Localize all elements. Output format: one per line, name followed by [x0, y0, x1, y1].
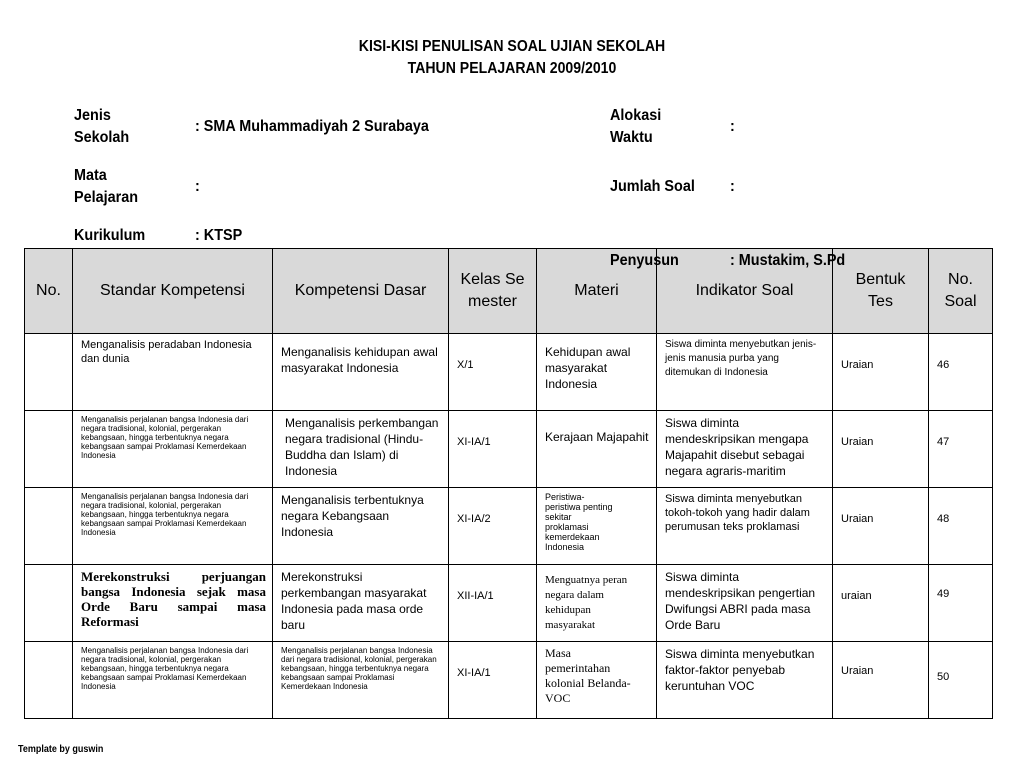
mata-pelajaran-label-line1: Mata: [74, 167, 107, 184]
materi-text: Peristiwa-peristiwa penting sekitar proklamasi kemerdekaan Indonesia: [545, 492, 613, 552]
header-kelas-semester: [449, 249, 537, 334]
jumlah-soal-value: :: [730, 178, 735, 195]
kelas-semester-text: X/1: [457, 359, 474, 371]
cell-no-soal: [929, 411, 993, 488]
kompetensi-dasar-text: Menganalisis kehidupan awal masyarakat Indonesia: [281, 345, 438, 375]
table-row: [25, 642, 993, 719]
no-soal-text: 49: [937, 588, 950, 600]
cell-kelas-semester: [449, 565, 537, 642]
bentuk-tes-text: Uraian: [841, 359, 874, 371]
standar-kompetensi-text: Menganalisis perjalanan bangsa Indonesia dari negara tradisional, kolonial, pergerakan kebangsaan, hingga terbentuknya negara kebangsaan sampai Proklamasi Kemerdekaan Indonesia: [81, 415, 249, 460]
header-no-soal: [929, 249, 993, 334]
bentuk-tes-text: Uraian: [841, 513, 874, 525]
kelas-semester-text: XI-IA/1: [457, 436, 491, 448]
table-row: [25, 411, 993, 488]
cell-kompetensi-dasar: [273, 411, 449, 488]
jenis-sekolah-value: : SMA Muhammadiyah 2 Surabaya: [195, 118, 429, 135]
jenis-sekolah-label: [74, 105, 129, 149]
kompetensi-dasar-text: Menganalisis perkembangan negara tradisional (Hindu-Buddha dan Islam) di Indonesia: [285, 416, 439, 478]
indikator-soal-text: Siswa diminta menyebutkan faktor-faktor penyebab keruntuhan VOC: [665, 647, 815, 693]
cell-materi: [537, 642, 657, 719]
header-materi: Materi: [537, 249, 657, 334]
cell-no-soal: [929, 642, 993, 719]
materi-text: Kehidupan awal masyarakat Indonesia: [545, 345, 631, 391]
cell-kompetensi-dasar: [273, 488, 449, 565]
cell-no: [25, 334, 73, 411]
penyusun-value: : Mustakim, S.Pd: [730, 252, 846, 269]
indikator-soal-text: Siswa diminta menyebutkan tokoh-tokoh yang hadir dalam perumusan teks proklamasi: [665, 493, 810, 533]
indikator-soal-text: Siswa diminta mendeskripsikan mengapa Majapahit disebut sebagai negara agraris-maritim: [665, 416, 809, 478]
cell-materi: [537, 488, 657, 565]
bentuk-tes-text: Uraian: [841, 665, 874, 677]
alokasi-waktu-label: [610, 105, 661, 149]
cell-standar-kompetensi: [73, 411, 273, 488]
cell-bentuk-tes: [833, 411, 929, 488]
kelas-semester-text: XI-IA/1: [457, 667, 491, 679]
table-header-row: [25, 249, 993, 334]
cell-indikator-soal: [657, 334, 833, 411]
kelas-semester-text: XII-IA/1: [457, 590, 494, 602]
header-no: No.: [25, 249, 73, 334]
alokasi-waktu-label-line1: Alokasi: [610, 107, 662, 124]
cell-standar-kompetensi: [73, 488, 273, 565]
mata-pelajaran-label: [74, 165, 138, 209]
cell-materi: [537, 334, 657, 411]
cell-indikator-soal: [657, 642, 833, 719]
kisi-kisi-table: [24, 248, 993, 719]
indikator-soal-text: Siswa diminta mendeskripsikan pengertian Dwifungsi ABRI pada masa Orde Baru: [665, 570, 816, 632]
cell-no: [25, 565, 73, 642]
mata-pelajaran-value: :: [195, 178, 200, 195]
table-row: [25, 488, 993, 565]
cell-materi: [537, 565, 657, 642]
bentuk-tes-text: uraian: [841, 590, 872, 602]
materi-text: Menguatnya peran negara dalam kehidupan masyarakat: [545, 574, 628, 631]
header-standar-kompetensi: Standar Kompetensi: [73, 249, 273, 334]
mata-pelajaran-label-line2: Pelajaran: [74, 189, 139, 206]
standar-kompetensi-text: Merekonstruksi perjuangan bangsa Indonesia sejak masa Orde Baru sampai masa Reformasi: [81, 569, 266, 629]
header-bentuk-tes-text: Bentuk Tes: [855, 271, 906, 310]
no-soal-text: 48: [937, 513, 950, 525]
no-soal-text: 47: [937, 436, 950, 448]
bentuk-tes-text: Uraian: [841, 436, 874, 448]
cell-kelas-semester: [449, 411, 537, 488]
header-kelas-semester-text: Kelas Semester: [460, 271, 525, 310]
header-bentuk-tes: [833, 249, 929, 334]
cell-bentuk-tes: [833, 642, 929, 719]
cell-indikator-soal: [657, 488, 833, 565]
alokasi-waktu-label-line2: Waktu: [610, 129, 653, 146]
cell-kelas-semester: [449, 334, 537, 411]
cell-standar-kompetensi: [73, 334, 273, 411]
kompetensi-dasar-text: Menganalisis perjalanan bangsa Indonesia dari negara tradisional, kolonial, pergerakan kebangsaan, hingga terbentuknya negara kebangsaan sampai Proklamasi Kemerdekaan Indonesia: [281, 646, 437, 691]
cell-kelas-semester: [449, 488, 537, 565]
indikator-soal-text: Siswa diminta menyebutkan jenis-jenis manusia purba yang ditemukan di Indonesia: [665, 339, 817, 378]
cell-no-soal: [929, 565, 993, 642]
cell-standar-kompetensi: [73, 642, 273, 719]
header-indikator-soal: Indikator Soal: [657, 249, 833, 334]
kompetensi-dasar-text: Menganalisis terbentuknya negara Kebangsaan Indonesia: [281, 493, 424, 539]
document-subtitle: TAHUN PELAJARAN 2009/2010: [407, 60, 617, 77]
kelas-semester-text: XI-IA/2: [457, 513, 491, 525]
jenis-sekolah-label-line1: Jenis: [74, 107, 111, 124]
cell-kompetensi-dasar: [273, 334, 449, 411]
table-row: [25, 565, 993, 642]
footer-credit: Template by guswin: [18, 744, 104, 755]
standar-kompetensi-text: Menganalisis peradaban Indonesia dan dunia: [81, 339, 252, 365]
cell-no: [25, 411, 73, 488]
cell-kompetensi-dasar: [273, 565, 449, 642]
document-title: KISI-KISI PENULISAN SOAL UJIAN SEKOLAH: [358, 38, 666, 55]
cell-indikator-soal: [657, 565, 833, 642]
cell-kompetensi-dasar: [273, 642, 449, 719]
kurikulum-value: : KTSP: [195, 227, 243, 244]
standar-kompetensi-text: Menganalisis perjalanan bangsa Indonesia dari negara tradisional, kolonial, pergerakan kebangsaan, hingga terbentuknya negara kebangsaan sampai Proklamasi Kemerdekaan Indonesia: [81, 646, 249, 691]
cell-no: [25, 642, 73, 719]
cell-bentuk-tes: [833, 334, 929, 411]
no-soal-text: 46: [937, 359, 950, 371]
materi-text: Kerajaan Majapahit: [545, 430, 649, 444]
cell-materi: [537, 411, 657, 488]
kurikulum-label: Kurikulum: [74, 227, 146, 244]
header-kompetensi-dasar: Kompetensi Dasar: [273, 249, 449, 334]
header-no-soal-text: No. Soal: [944, 271, 977, 310]
table-row: [25, 334, 993, 411]
penyusun-label: Penyusun: [610, 252, 679, 269]
kompetensi-dasar-text: Merekonstruksi perkembangan masyarakat Indonesia pada masa orde baru: [281, 570, 427, 632]
no-soal-text: 50: [937, 671, 950, 683]
cell-no-soal: [929, 334, 993, 411]
cell-bentuk-tes: [833, 488, 929, 565]
jenis-sekolah-label-line2: Sekolah: [74, 129, 130, 146]
standar-kompetensi-text: Menganalisis perjalanan bangsa Indonesia dari negara tradisional, kolonial, pergerakan kebangsaan, hingga terbentuknya negara kebangsaan sampai Proklamasi Kemerdekaan Indonesia: [81, 492, 249, 537]
cell-no-soal: [929, 488, 993, 565]
jumlah-soal-label: Jumlah Soal: [610, 178, 695, 195]
alokasi-waktu-value: :: [730, 118, 735, 135]
cell-kelas-semester: [449, 642, 537, 719]
materi-text: Masa pemerintahan kolonial Belanda-VOC: [545, 646, 631, 705]
cell-bentuk-tes: [833, 565, 929, 642]
cell-no: [25, 488, 73, 565]
cell-indikator-soal: [657, 411, 833, 488]
cell-standar-kompetensi: [73, 565, 273, 642]
